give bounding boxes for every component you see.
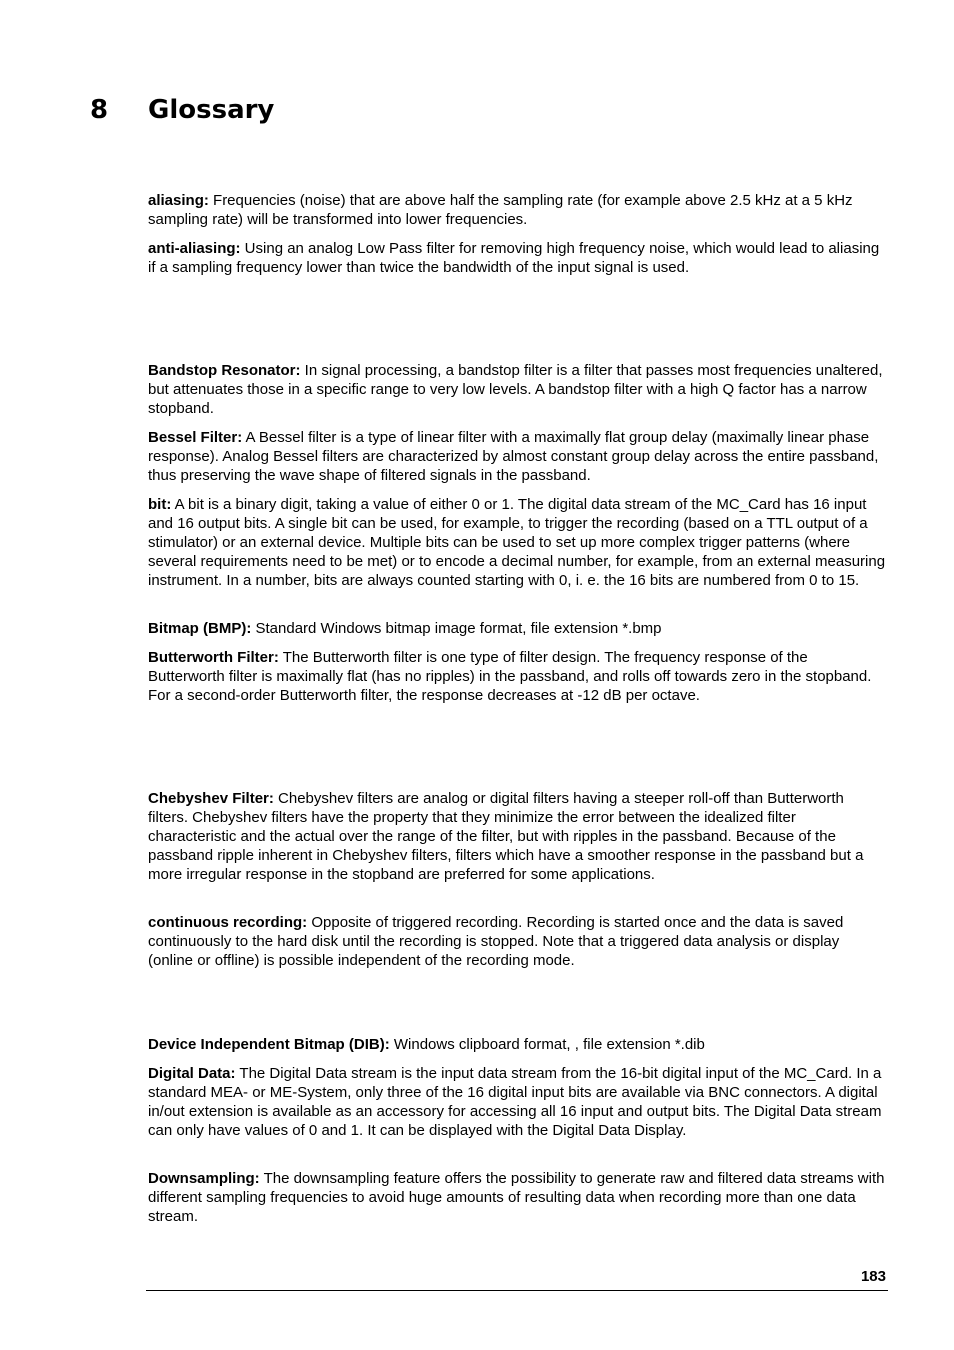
glossary-definition: The Digital Data stream is the input data stream from the 16-bit digital input of the MC_Card. In a standard MEA- or ME-System, only three of the 16 digital input bits are available via BNC connectors. A digital in/out extension is available as an accessory for accessing all 16 input and output bits. The Digital Data stream can only have values of 0 and 1. It can be displayed with the Digital Data Display. [148, 1065, 882, 1139]
chapter-title: Glossary [148, 95, 275, 125]
glossary-definition: Frequencies (noise) that are above half the sampling rate (for example above 2.5 kHz at a 5 kHz sampling rate) will be transformed into lower frequencies. [148, 192, 853, 228]
glossary-definition: Opposite of triggered recording. Recording is started once and the data is saved continuously to the hard disk until the recording is stopped. Note that a triggered data analysis or display (online or offline) is possible independent of the recording mode. [148, 914, 844, 969]
glossary-entry-anti-aliasing [148, 239, 886, 277]
glossary-term: continuous recording: [148, 914, 308, 931]
glossary-entry-continuous-recording [148, 913, 886, 970]
glossary-definition: Windows clipboard format, , file extension *.dib [389, 1036, 705, 1053]
glossary-entry-digital-data [148, 1064, 886, 1140]
glossary-entry-chebyshev-filter [148, 789, 886, 884]
glossary-definition: The Butterworth filter is one type of filter design. The frequency response of the Butterworth filter is maximally flat (has no ripples) in the passband, and rolls off towards zero in the stopband. For a second-order Butterworth filter, the response decreases at -12 dB per octave. [148, 649, 872, 704]
glossary-entry-downsampling [148, 1169, 886, 1226]
glossary-term: Digital Data: [148, 1065, 236, 1082]
glossary-term: bit: [148, 496, 172, 513]
glossary-definition: Standard Windows bitmap image format, file extension *.bmp [251, 620, 662, 637]
glossary-definition: The downsampling feature offers the possibility to generate raw and filtered data streams with different sampling frequencies to avoid huge amounts of resulting data when recording more than one data stream. [148, 1170, 885, 1225]
glossary-term: Bitmap (BMP): [148, 620, 252, 637]
glossary-term: Downsampling: [148, 1170, 260, 1187]
glossary-term: Bessel Filter: [148, 429, 243, 446]
page-number: 183 [860, 1268, 886, 1285]
glossary-definition: A bit is a binary digit, taking a value of either 0 or 1. The digital data stream of the MC_Card has 16 input and 16 output bits. A single bit can be used, for example, to trigger the recording (based on a TTL output of a stimulator) or an external device. Multiple bits can be used to set up more complex trigger patterns (where several requirements need to be met) or to encode a decimal number, for example, from an external measuring instrument. In a number, bits are always counted starting with 0, i. e. the 16 bits are numbered from 0 to 15. [148, 496, 886, 589]
glossary-definition: In signal processing, a bandstop filter is a filter that passes most frequencies unaltered, but attenuates those in a specific range to very low levels. A bandstop filter with a high Q factor has a narrow stopband. [148, 362, 883, 417]
glossary-entry-bessel-filter [148, 428, 886, 485]
footer-divider [146, 1290, 888, 1291]
glossary-definition: A Bessel filter is a type of linear filter with a maximally flat group delay (maximally linear phase response). Analog Bessel filters are characterized by almost constant group delay across the entire passband, thus preserving the wave shape of filtered signals in the passband. [148, 429, 879, 484]
chapter-number: 8 [90, 95, 109, 125]
glossary-definition: Using an analog Low Pass filter for removing high frequency noise, which would lead to aliasing if a sampling frequency lower than twice the bandwidth of the input signal is used. [148, 240, 880, 276]
glossary-entry-device-independent-bitmap [148, 1035, 886, 1054]
glossary-term: aliasing: [148, 192, 209, 209]
chapter-heading [90, 92, 274, 128]
glossary-term: Chebyshev Filter: [148, 790, 274, 807]
glossary-entry-aliasing [148, 191, 886, 229]
glossary-definition: Chebyshev filters are analog or digital filters having a steeper roll-off than Butterworth filters. Chebyshev filters have the property that they minimize the error between the idealized filter characteristic and the actual over the range of the filter, but with ripples in the passband. Because of the passband ripple inherent in Chebyshev filters, filters which have a smoother response in the passband but a more irregular response in the stopband are preferred for some applications. [148, 790, 864, 883]
glossary-term: anti-aliasing: [148, 240, 241, 257]
glossary-term: Bandstop Resonator: [148, 362, 301, 379]
glossary-term: Butterworth Filter: [148, 649, 279, 666]
glossary-entry-bandstop-resonator [148, 361, 886, 418]
glossary-entry-bit [148, 495, 886, 590]
glossary-term: Device Independent Bitmap (DIB): [148, 1036, 390, 1053]
glossary-entry-bitmap [148, 619, 886, 638]
glossary-entry-butterworth-filter [148, 648, 886, 705]
